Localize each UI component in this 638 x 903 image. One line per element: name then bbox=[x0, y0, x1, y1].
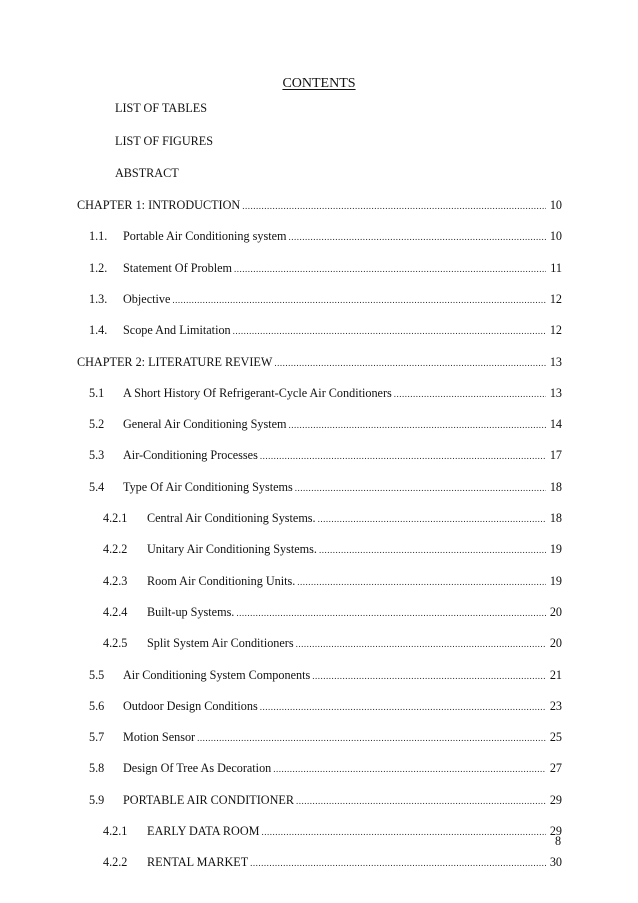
toc-entry[interactable] bbox=[103, 542, 562, 558]
dot-leader bbox=[319, 545, 546, 555]
toc-entry-page: 19 bbox=[549, 574, 562, 588]
toc-entry[interactable] bbox=[77, 355, 562, 371]
toc-entry-page: 14 bbox=[549, 417, 562, 431]
toc-entry[interactable] bbox=[89, 668, 562, 684]
toc-entry-number: 5.8 bbox=[89, 761, 105, 775]
toc-entry-number: 4.2.3 bbox=[103, 574, 128, 588]
toc-entry[interactable] bbox=[77, 198, 562, 214]
front-matter-list-of-figures[interactable]: LIST OF FIGURES bbox=[115, 134, 213, 148]
dot-leader bbox=[260, 702, 546, 712]
page-title: CONTENTS bbox=[282, 76, 356, 91]
dot-leader bbox=[312, 671, 546, 681]
dot-leader bbox=[289, 420, 546, 430]
toc-entry-label: Unitary Air Conditioning Systems. bbox=[147, 542, 317, 556]
toc-entry-label: EARLY DATA ROOM bbox=[147, 824, 260, 838]
dot-leader bbox=[233, 326, 546, 336]
toc-entry-number: 5.7 bbox=[89, 730, 105, 744]
dot-leader bbox=[289, 232, 546, 242]
toc-entry-number: 4.2.1 bbox=[103, 511, 128, 525]
toc-entry-label: Room Air Conditioning Units. bbox=[147, 574, 296, 588]
toc-entry-number: 5.2 bbox=[89, 417, 105, 431]
toc-entry-label: RENTAL MARKET bbox=[147, 855, 249, 869]
toc-entry-number: 5.6 bbox=[89, 699, 105, 713]
toc-entry-number: 4.2.2 bbox=[103, 542, 128, 556]
toc-entry-page: 13 bbox=[549, 355, 562, 369]
toc-entry-label: Motion Sensor bbox=[123, 730, 196, 744]
dot-leader bbox=[172, 295, 546, 305]
dot-leader bbox=[242, 201, 546, 211]
toc-entry[interactable] bbox=[89, 761, 562, 777]
dot-leader bbox=[234, 264, 546, 274]
toc-entry-label: CHAPTER 1: INTRODUCTION bbox=[77, 198, 241, 212]
dot-leader bbox=[295, 483, 546, 493]
toc-entry-number: 1.3. bbox=[89, 292, 108, 306]
toc-entry[interactable] bbox=[89, 730, 562, 746]
front-matter-list-of-tables[interactable]: LIST OF TABLES bbox=[115, 101, 208, 115]
dot-leader bbox=[260, 451, 546, 461]
toc-entry-label: Design Of Tree As Decoration bbox=[123, 761, 272, 775]
toc-entry-number: 5.5 bbox=[89, 668, 105, 682]
toc-entry[interactable] bbox=[89, 793, 562, 809]
toc-entry[interactable] bbox=[103, 824, 562, 840]
toc-entry[interactable] bbox=[89, 323, 562, 339]
toc-entry-label: Air-Conditioning Processes bbox=[123, 448, 258, 462]
toc-entry-number: 4.2.5 bbox=[103, 636, 128, 650]
toc-entry[interactable] bbox=[89, 448, 562, 464]
dot-leader bbox=[261, 827, 546, 837]
dot-leader bbox=[273, 764, 546, 774]
toc-entry-label: Built-up Systems. bbox=[147, 605, 235, 619]
toc-entry-page: 20 bbox=[549, 605, 562, 619]
toc-entry[interactable] bbox=[103, 605, 562, 621]
toc-entry-label: Portable Air Conditioning system bbox=[123, 229, 287, 243]
toc-entry-page: 13 bbox=[549, 386, 562, 400]
toc-entry-label: A Short History Of Refrigerant-Cycle Air Conditioners bbox=[123, 386, 392, 400]
dot-leader bbox=[274, 358, 546, 368]
toc-entry-number: 4.2.4 bbox=[103, 605, 128, 619]
toc-entry-label: Statement Of Problem bbox=[123, 261, 232, 275]
toc-entry-page: 12 bbox=[549, 292, 562, 306]
toc-entry-page: 19 bbox=[549, 542, 562, 556]
toc-entry-page: 12 bbox=[549, 323, 562, 337]
toc-entry-page: 21 bbox=[549, 668, 562, 682]
dot-leader bbox=[236, 608, 546, 618]
dot-leader bbox=[296, 796, 546, 806]
toc-entry-page: 18 bbox=[549, 511, 562, 525]
toc-entry-label: Type Of Air Conditioning Systems bbox=[123, 480, 293, 494]
toc-entry-label: CHAPTER 2: LITERATURE REVIEW bbox=[77, 355, 273, 369]
toc-entry-page: 29 bbox=[549, 793, 562, 807]
toc-entry-label: Split System Air Conditioners bbox=[147, 636, 294, 650]
toc-entry[interactable] bbox=[89, 386, 562, 402]
toc-entry-number: 5.3 bbox=[89, 448, 105, 462]
toc-entry-label: Air Conditioning System Components bbox=[123, 668, 311, 682]
toc-entry[interactable] bbox=[103, 636, 562, 652]
toc-entry[interactable] bbox=[89, 417, 562, 433]
toc-entry-page: 29 bbox=[549, 824, 562, 838]
toc-entry-label: General Air Conditioning System bbox=[123, 417, 287, 431]
toc-entry-number: 4.2.2 bbox=[103, 855, 128, 869]
toc-entry[interactable] bbox=[103, 511, 562, 527]
toc-entry-number: 5.1 bbox=[89, 386, 105, 400]
toc-entry-page: 25 bbox=[549, 730, 562, 744]
toc-entry[interactable] bbox=[103, 855, 562, 871]
toc-entry-page: 10 bbox=[549, 198, 562, 212]
toc-entry-label: Central Air Conditioning Systems. bbox=[147, 511, 316, 525]
front-matter-abstract[interactable]: ABSTRACT bbox=[115, 166, 179, 180]
toc-entry-label: Outdoor Design Conditions bbox=[123, 699, 258, 713]
toc-entry-number: 1.2. bbox=[89, 261, 108, 275]
dot-leader bbox=[297, 577, 546, 587]
toc-entry[interactable] bbox=[89, 480, 562, 496]
toc-entry-page: 27 bbox=[549, 761, 562, 775]
toc-entry[interactable] bbox=[89, 699, 562, 715]
toc-entry-label: Objective bbox=[123, 292, 171, 306]
dot-leader bbox=[250, 858, 546, 868]
toc-entry-page: 23 bbox=[549, 699, 562, 713]
toc-entry-number: 5.4 bbox=[89, 480, 105, 494]
toc-entry-number: 1.4. bbox=[89, 323, 108, 337]
toc-entry-number: 4.2.1 bbox=[103, 824, 128, 838]
toc-entry[interactable] bbox=[103, 574, 562, 590]
toc-entry-number: 1.1. bbox=[89, 229, 108, 243]
dot-leader bbox=[394, 389, 546, 399]
toc-entry-page: 17 bbox=[549, 448, 562, 462]
toc-entry-page: 10 bbox=[549, 229, 562, 243]
toc-entry-label: PORTABLE AIR CONDITIONER bbox=[123, 793, 294, 807]
toc-entry-page: 20 bbox=[549, 636, 562, 650]
toc-entry-page: 11 bbox=[550, 261, 562, 275]
dot-leader bbox=[197, 733, 546, 743]
toc-entry[interactable] bbox=[89, 261, 562, 277]
toc-entry-page: 30 bbox=[549, 855, 562, 869]
dot-leader bbox=[318, 514, 546, 524]
toc-entry-page: 18 bbox=[549, 480, 562, 494]
dot-leader bbox=[296, 639, 546, 649]
toc-entry-label: Scope And Limitation bbox=[123, 323, 231, 337]
toc-entry[interactable] bbox=[89, 229, 562, 245]
toc-entry[interactable] bbox=[89, 292, 562, 308]
toc-entry-number: 5.9 bbox=[89, 793, 105, 807]
page-number: 8 bbox=[555, 834, 562, 848]
